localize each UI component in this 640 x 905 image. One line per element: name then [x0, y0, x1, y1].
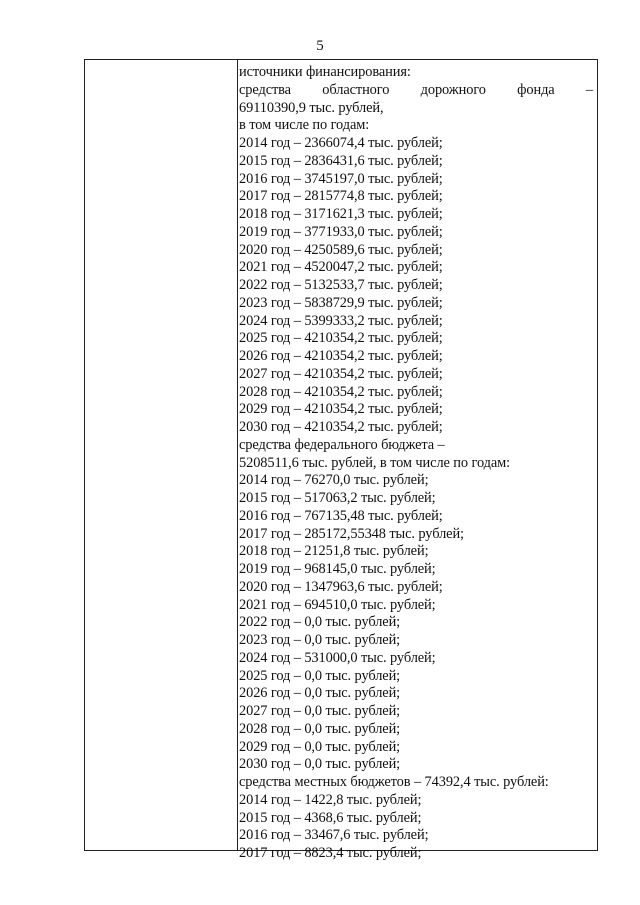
- federal-budget-year: 2018 год – 21251,8 тыс. рублей;: [239, 543, 429, 560]
- federal-budget-year: 2022 год – 0,0 тыс. рублей;: [239, 614, 401, 631]
- local-budgets-year: 2014 год – 1422,8 тыс. рублей;: [239, 791, 422, 808]
- word: областного: [322, 81, 390, 98]
- regional-fund-year: 2030 год – 4210354,2 тыс. рублей;: [239, 419, 443, 435]
- regional-fund-year: 2017 год – 2815774,8 тыс. рублей;: [239, 188, 443, 205]
- regional-fund-year: 2025 год – 4210354,2 тыс. рублей;: [239, 330, 443, 347]
- regional-fund-by-year-label: в том числе по годам:: [239, 117, 370, 134]
- federal-budget-year: 2026 год – 0,0 тыс. рублей;: [239, 685, 401, 702]
- federal-budget-year: 2030 год – 0,0 тыс. рублей;: [239, 756, 401, 773]
- federal-budget-year: 2016 год – 767135,48 тыс. рублей;: [239, 507, 443, 524]
- federal-budget-year: 2019 год – 968145,0 тыс. рублей;: [239, 561, 436, 577]
- page-number: 5: [316, 38, 324, 54]
- regional-fund-title: [239, 82, 593, 100]
- federal-budget-title: средства федерального бюджета –: [239, 436, 445, 453]
- federal-budget-total: 5208511,6 тыс. рублей, в том числе по годам:: [239, 454, 511, 471]
- funding-header: источники финансирования:: [239, 64, 411, 80]
- funding-table: [84, 59, 598, 861]
- regional-fund-year: 2029 год – 4210354,2 тыс. рублей;: [239, 401, 443, 418]
- regional-fund-year: 2020 год – 4250589,6 тыс. рублей;: [239, 241, 443, 258]
- word: –: [585, 81, 593, 98]
- regional-fund-year: 2021 год – 4520047,2 тыс. рублей;: [239, 259, 443, 276]
- federal-budget-year: 2025 год – 0,0 тыс. рублей;: [239, 667, 401, 684]
- federal-budget-year: 2021 год – 694510,0 тыс. рублей;: [239, 596, 436, 613]
- local-budgets-title: средства местных бюджетов – 74392,4 тыс. рублей:: [239, 774, 549, 790]
- local-budgets-year: 2017 год – 8823,4 тыс. рублей;: [239, 845, 422, 861]
- federal-budget-year: 2017 год – 285172,55348 тыс. рублей;: [239, 525, 464, 542]
- federal-budget-year: 2023 год – 0,0 тыс. рублей;: [239, 632, 401, 648]
- regional-fund-year: 2024 год – 5399333,2 тыс. рублей;: [239, 312, 443, 329]
- regional-fund-year: 2026 год – 4210354,2 тыс. рублей;: [239, 348, 443, 364]
- regional-fund-year: 2016 год – 3745197,0 тыс. рублей;: [239, 170, 443, 187]
- federal-budget-year: 2015 год – 517063,2 тыс. рублей;: [239, 490, 436, 506]
- regional-fund-year: 2014 год – 2366074,4 тыс. рублей;: [239, 135, 443, 151]
- regional-fund-year: 2015 год – 2836431,6 тыс. рублей;: [239, 152, 443, 169]
- local-budgets-year: 2015 год – 4368,6 тыс. рублей;: [239, 809, 422, 826]
- word: средства: [239, 81, 291, 98]
- table-left-cell: [85, 60, 238, 850]
- federal-budget-year: 2029 год – 0,0 тыс. рублей;: [239, 738, 401, 755]
- federal-budget-year: 2014 год – 76270,0 тыс. рублей;: [239, 472, 429, 489]
- word: фонда: [517, 81, 555, 98]
- regional-fund-year: 2028 год – 4210354,2 тыс. рублей;: [239, 383, 443, 400]
- regional-fund-year: 2022 год – 5132533,7 тыс. рублей;: [239, 277, 443, 293]
- regional-fund-year: 2023 год – 5838729,9 тыс. рублей;: [239, 294, 443, 311]
- federal-budget-year: 2028 год – 0,0 тыс. рублей;: [239, 720, 401, 737]
- regional-fund-total: 69110390,9 тыс. рублей,: [239, 99, 384, 116]
- regional-fund-year: 2027 год – 4210354,2 тыс. рублей;: [239, 365, 443, 382]
- federal-budget-year: 2024 год – 531000,0 тыс. рублей;: [239, 649, 436, 666]
- word: дорожного: [420, 81, 486, 98]
- federal-budget-year: 2020 год – 1347963,6 тыс. рублей;: [239, 578, 443, 595]
- regional-fund-year: 2018 год – 3171621,3 тыс. рублей;: [239, 206, 443, 222]
- table-right-cell: [239, 64, 593, 863]
- local-budgets-year: 2016 год – 33467,6 тыс. рублей;: [239, 827, 429, 844]
- regional-fund-year: 2019 год – 3771933,0 тыс. рублей;: [239, 223, 443, 240]
- federal-budget-year: 2027 год – 0,0 тыс. рублей;: [239, 703, 401, 719]
